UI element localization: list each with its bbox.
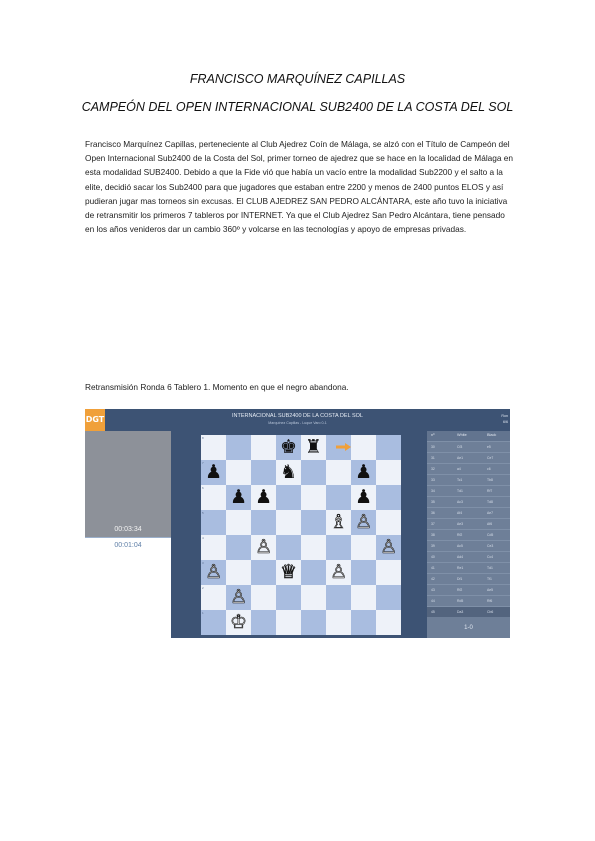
board-square[interactable] bbox=[251, 610, 276, 635]
move-number: 43 bbox=[431, 588, 435, 592]
board-square[interactable] bbox=[351, 585, 376, 610]
move-white: Ac5 bbox=[457, 544, 463, 548]
board-square[interactable] bbox=[301, 610, 326, 635]
game-result: 1-0 bbox=[464, 625, 473, 631]
move-black: c6 bbox=[487, 467, 491, 471]
board-square[interactable] bbox=[276, 610, 301, 635]
move-number: 34 bbox=[431, 489, 435, 493]
move-white: Cf3 bbox=[457, 445, 463, 449]
move-number: 42 bbox=[431, 577, 435, 581]
clock-panel bbox=[85, 431, 171, 638]
move-row[interactable] bbox=[427, 584, 510, 595]
move-list bbox=[427, 431, 510, 638]
board-square[interactable] bbox=[351, 610, 376, 635]
white-pawn-icon[interactable]: ♙ bbox=[354, 511, 373, 533]
move-row[interactable] bbox=[427, 518, 510, 529]
board-square[interactable] bbox=[326, 535, 351, 560]
players-line: Marquínez Capillas - Luque Varo 0-1 bbox=[268, 421, 327, 425]
white-pawn-icon[interactable]: ♙ bbox=[254, 536, 273, 558]
white-pawn-icon[interactable]: ♙ bbox=[204, 561, 223, 583]
move-number: 39 bbox=[431, 544, 435, 548]
move-white: Rd5 bbox=[457, 599, 464, 603]
move-white: Ae1 bbox=[457, 456, 464, 460]
clock-top bbox=[85, 431, 171, 537]
move-number: 31 bbox=[431, 456, 435, 460]
black-rook-icon[interactable]: ♜ bbox=[304, 436, 323, 458]
round-value: 6/6 bbox=[503, 420, 508, 424]
move-black: e5 bbox=[487, 445, 491, 449]
round-info bbox=[501, 413, 508, 425]
board-square[interactable] bbox=[226, 435, 251, 460]
black-pawn-icon[interactable]: ♟ bbox=[354, 461, 373, 483]
board-square[interactable] bbox=[301, 485, 326, 510]
board-square[interactable] bbox=[226, 535, 251, 560]
dgt-logo: DGT bbox=[85, 409, 105, 431]
board-square[interactable] bbox=[301, 535, 326, 560]
move-row[interactable] bbox=[427, 452, 510, 463]
move-row[interactable] bbox=[427, 485, 510, 496]
move-row[interactable] bbox=[427, 562, 510, 573]
board-square[interactable] bbox=[351, 435, 376, 460]
move-white: Df1 bbox=[457, 577, 463, 581]
move-row[interactable] bbox=[427, 441, 510, 452]
board-square[interactable] bbox=[251, 560, 276, 585]
broadcast-header bbox=[85, 409, 510, 431]
move-black: Cb6 bbox=[487, 610, 494, 614]
move-number: 38 bbox=[431, 533, 435, 537]
black-king-icon[interactable]: ♚ bbox=[279, 436, 298, 458]
board-square[interactable] bbox=[226, 460, 251, 485]
move-number: 30 bbox=[431, 445, 435, 449]
move-white: a4 bbox=[457, 467, 461, 471]
move-number: 37 bbox=[431, 522, 435, 526]
chess-board[interactable] bbox=[201, 435, 401, 635]
move-black: Tf1 bbox=[487, 577, 492, 581]
move-black: Ae7 bbox=[487, 511, 494, 515]
move-white: Tc1 bbox=[457, 478, 463, 482]
move-black: Tb8 bbox=[487, 478, 493, 482]
board-square[interactable] bbox=[201, 610, 226, 635]
document-title: FRANCISCO MARQUÍNEZ CAPILLAS bbox=[189, 72, 406, 86]
move-row[interactable] bbox=[427, 463, 510, 474]
board-square[interactable] bbox=[376, 610, 401, 635]
move-row[interactable] bbox=[427, 474, 510, 485]
rank-label: 5 bbox=[202, 511, 204, 515]
move-row[interactable] bbox=[427, 573, 510, 584]
move-white: Rf2 bbox=[457, 533, 463, 537]
move-white: Da3 bbox=[457, 610, 464, 614]
move-black: Cc4 bbox=[487, 555, 494, 559]
event-title: INTERNACIONAL SUB2400 DE LA COSTA DEL SOL bbox=[232, 413, 363, 419]
rank-label: 8 bbox=[202, 436, 204, 440]
black-pawn-icon[interactable]: ♟ bbox=[354, 486, 373, 508]
board-square[interactable] bbox=[276, 510, 301, 535]
board-square[interactable] bbox=[301, 510, 326, 535]
rank-label: 1 bbox=[202, 611, 204, 615]
board-square[interactable] bbox=[276, 485, 301, 510]
clock-bottom-time: 00:01:04 bbox=[114, 542, 142, 549]
move-black: Rf6 bbox=[487, 599, 493, 603]
move-number: 40 bbox=[431, 555, 435, 559]
board-square[interactable] bbox=[226, 510, 251, 535]
move-black: Cd5 bbox=[487, 533, 494, 537]
move-arrow-icon bbox=[336, 443, 351, 451]
move-number: 32 bbox=[431, 467, 435, 471]
board-square[interactable] bbox=[251, 510, 276, 535]
board-square[interactable] bbox=[376, 435, 401, 460]
screenshot-caption: Retransmisión Ronda 6 Tablero 1. Momento en que el negro abandona. bbox=[85, 382, 349, 392]
move-number: 33 bbox=[431, 478, 435, 482]
board-square[interactable] bbox=[326, 485, 351, 510]
move-number: 36 bbox=[431, 511, 435, 515]
move-black: Td1 bbox=[487, 566, 493, 570]
white-pawn-icon[interactable]: ♙ bbox=[329, 561, 348, 583]
board-square[interactable] bbox=[201, 535, 226, 560]
col-black: Black bbox=[487, 433, 497, 437]
move-row[interactable] bbox=[427, 496, 510, 507]
white-king-icon[interactable]: ♔ bbox=[229, 611, 248, 633]
board-square[interactable] bbox=[226, 560, 251, 585]
black-pawn-icon[interactable]: ♟ bbox=[204, 461, 223, 483]
board-square[interactable] bbox=[301, 585, 326, 610]
col-white: White bbox=[457, 433, 467, 437]
document-subtitle: CAMPEÓN DEL OPEN INTERNACIONAL SUB2400 DE LA COSTA DEL SOL bbox=[81, 100, 514, 114]
broadcast-screenshot bbox=[85, 409, 510, 638]
move-row[interactable] bbox=[427, 529, 510, 540]
col-number: nº bbox=[431, 433, 435, 437]
rank-label: 4 bbox=[202, 536, 204, 540]
article-paragraph: Francisco Marquínez Capillas, perteneciente al Club Ajedrez Coín de Málaga, se alzó con el Título de Campeón del Open Internacional Sub2400 de la Costa del Sol, primer torneo de ajedrez que se hace en la localidad de Málaga en esta modalidad SUB2400. Debido a que la Fide vió que había un vacío entre la modalidad Sub2200 y el salto a la elite, decidió sacar los Sub2400 para que jugadores que estaban entre 2200 y menos de 2400 puntos ELOS y así pudieran jugar mas torneos sin excusas. El CLUB AJEDREZ SAN PEDRO ALCÁNTARA, este año tuvo la iniciativa de retransmitir los primeros 7 tableros por INTERNET. Ya que el Club Ajedrez San Pedro Alcántara, tiene pensado en los años venideros dar un cambio 360º y volcarse en las tecnologías y apoyo de empresas privadas. bbox=[85, 139, 514, 235]
board-square[interactable] bbox=[326, 460, 351, 485]
white-queen-icon[interactable]: ♕ bbox=[279, 561, 298, 583]
move-white: Ac3 bbox=[457, 500, 463, 504]
move-number: 45 bbox=[431, 610, 435, 614]
board-square[interactable] bbox=[376, 585, 401, 610]
white-pawn-icon[interactable]: ♙ bbox=[379, 536, 398, 558]
board-square[interactable] bbox=[276, 535, 301, 560]
board-square[interactable] bbox=[251, 585, 276, 610]
move-list-header bbox=[427, 431, 510, 441]
clock-top-time: 00:03:34 bbox=[114, 526, 142, 533]
move-black: Af6 bbox=[487, 522, 493, 526]
board-square[interactable] bbox=[326, 610, 351, 635]
move-black: Ce3 bbox=[487, 544, 494, 548]
rank-label: 7 bbox=[202, 461, 204, 465]
move-black: Td8 bbox=[487, 500, 493, 504]
board-square[interactable] bbox=[301, 460, 326, 485]
rank-label: 6 bbox=[202, 486, 204, 490]
rank-label: 3 bbox=[202, 561, 204, 565]
rank-label: 2 bbox=[202, 586, 204, 590]
clock-bottom bbox=[85, 537, 171, 558]
board-square[interactable] bbox=[376, 510, 401, 535]
move-white: Ae3 bbox=[457, 522, 464, 526]
move-white: Td1 bbox=[457, 489, 463, 493]
black-pawn-icon[interactable]: ♟ bbox=[229, 486, 248, 508]
move-white: Af4 bbox=[457, 511, 463, 515]
board-square[interactable] bbox=[251, 460, 276, 485]
move-white: Rf2 bbox=[457, 588, 463, 592]
move-number: 44 bbox=[431, 599, 435, 603]
board-square[interactable] bbox=[351, 535, 376, 560]
move-row[interactable] bbox=[427, 551, 510, 562]
board-square[interactable] bbox=[201, 485, 226, 510]
board-square[interactable] bbox=[201, 585, 226, 610]
board-square[interactable] bbox=[376, 560, 401, 585]
board-square[interactable] bbox=[376, 485, 401, 510]
move-white: Ad4 bbox=[457, 555, 464, 559]
move-black: Ae5 bbox=[487, 588, 494, 592]
board-square[interactable] bbox=[251, 435, 276, 460]
move-row[interactable] bbox=[427, 507, 510, 518]
black-knight-icon[interactable]: ♞ bbox=[279, 461, 298, 483]
board-square[interactable] bbox=[301, 560, 326, 585]
white-pawn-icon[interactable]: ♙ bbox=[229, 586, 248, 608]
black-pawn-icon[interactable]: ♟ bbox=[254, 486, 273, 508]
board-square[interactable] bbox=[326, 585, 351, 610]
move-row[interactable] bbox=[427, 540, 510, 551]
board-square[interactable] bbox=[276, 585, 301, 610]
move-row[interactable] bbox=[427, 606, 510, 617]
board-square[interactable] bbox=[201, 435, 226, 460]
board-square[interactable] bbox=[376, 460, 401, 485]
round-label: Ron bbox=[501, 414, 508, 418]
board-square[interactable] bbox=[351, 560, 376, 585]
white-bishop-icon[interactable]: ♗ bbox=[329, 511, 348, 533]
move-number: 41 bbox=[431, 566, 435, 570]
board-square[interactable] bbox=[201, 510, 226, 535]
move-row[interactable] bbox=[427, 595, 510, 606]
move-white: Re1 bbox=[457, 566, 464, 570]
move-number: 35 bbox=[431, 500, 435, 504]
move-black: Rf7 bbox=[487, 489, 493, 493]
move-black: Ce7 bbox=[487, 456, 494, 460]
